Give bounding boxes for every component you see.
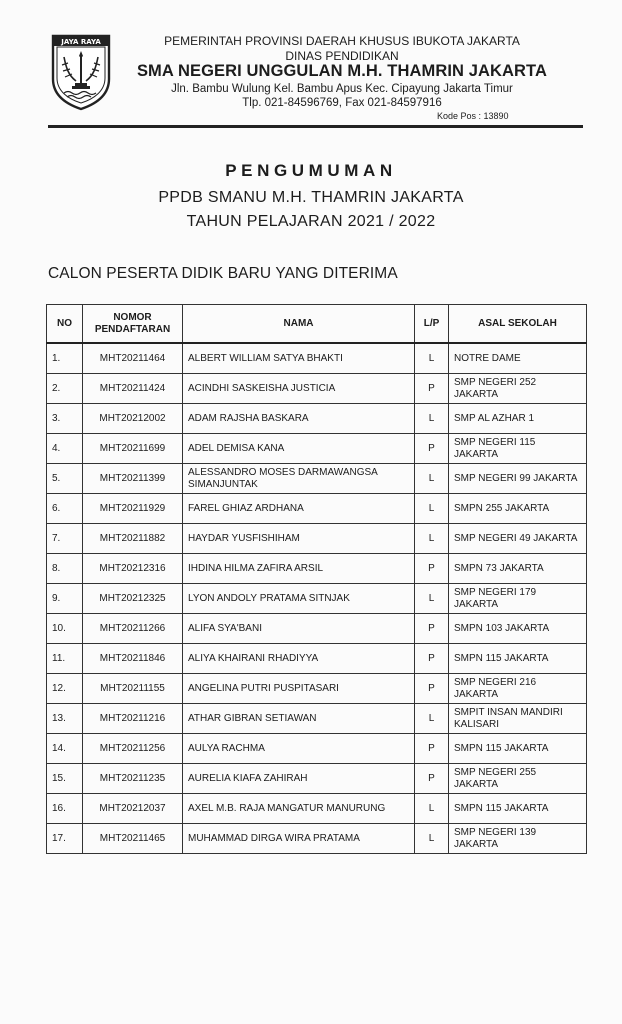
cell-asal: SMPN 73 JAKARTA: [449, 554, 587, 584]
svg-text:JAYA RAYA: JAYA RAYA: [61, 38, 101, 46]
cell-no: 12.: [47, 674, 83, 704]
table-row: [47, 764, 587, 794]
cell-no: 15.: [47, 764, 83, 794]
cell-nama: ADAM RAJSHA BASKARA: [183, 404, 415, 434]
cell-nomor: MHT20211424: [83, 374, 183, 404]
cell-asal: SMP NEGERI 252 JAKARTA: [449, 374, 587, 404]
table-row: [47, 794, 587, 824]
cell-nama: AXEL M.B. RAJA MANGATUR MANURUNG: [183, 794, 415, 824]
cell-nomor: MHT20211465: [83, 824, 183, 854]
cell-nama: ACINDHI SASKEISHA JUSTICIA: [183, 374, 415, 404]
table-row: [47, 584, 587, 614]
cell-asal: SMPN 115 JAKARTA: [449, 644, 587, 674]
header-nomor-pendaftaran: NOMOR PENDAFTARAN: [83, 305, 183, 344]
table-row: [47, 404, 587, 434]
table-row: [47, 554, 587, 584]
cell-asal: SMPN 115 JAKARTA: [449, 794, 587, 824]
table-header-row: [47, 305, 587, 344]
cell-nama: IHDINA HILMA ZAFIRA ARSIL: [183, 554, 415, 584]
cell-lp: P: [415, 614, 449, 644]
cell-lp: P: [415, 374, 449, 404]
cell-nama: FAREL GHIAZ ARDHANA: [183, 494, 415, 524]
header-lp: L/P: [415, 305, 449, 344]
cell-asal: SMP NEGERI 49 JAKARTA: [449, 524, 587, 554]
cell-no: 14.: [47, 734, 83, 764]
table-row: [47, 824, 587, 854]
cell-lp: P: [415, 434, 449, 464]
table-row: [47, 343, 587, 374]
cell-nomor: MHT20212325: [83, 584, 183, 614]
cell-asal: SMPN 115 JAKARTA: [449, 734, 587, 764]
letterhead-postal-code: Kode Pos : 13890: [437, 111, 509, 121]
academic-year: TAHUN PELAJARAN 2021 / 2022: [186, 213, 436, 230]
announcement-heading: PENGUMUMAN: [225, 161, 397, 180]
cell-nomor: MHT20212037: [83, 794, 183, 824]
table-row: [47, 374, 587, 404]
cell-nomor: MHT20211882: [83, 524, 183, 554]
cell-nama: ADEL DEMISA KANA: [183, 434, 415, 464]
cell-nama: HAYDAR YUSFISHIHAM: [183, 524, 415, 554]
cell-asal: SMPIT INSAN MANDIRI KALISARI: [449, 704, 587, 734]
cell-nama: ALBERT WILLIAM SATYA BHAKTI: [183, 343, 415, 374]
cell-nama: ATHAR GIBRAN SETIAWAN: [183, 704, 415, 734]
cell-asal: SMPN 255 JAKARTA: [449, 494, 587, 524]
cell-asal: SMP NEGERI 99 JAKARTA: [449, 464, 587, 494]
table-row: [47, 734, 587, 764]
cell-no: 1.: [47, 343, 83, 374]
cell-lp: P: [415, 644, 449, 674]
cell-lp: L: [415, 824, 449, 854]
cell-lp: L: [415, 404, 449, 434]
cell-nomor: MHT20211235: [83, 764, 183, 794]
table-row: [47, 494, 587, 524]
cell-nama: LYON ANDOLY PRATAMA SITNJAK: [183, 584, 415, 614]
cell-no: 11.: [47, 644, 83, 674]
cell-lp: P: [415, 734, 449, 764]
cell-nomor: MHT20211846: [83, 644, 183, 674]
table-row: [47, 464, 587, 494]
cell-asal: SMP NEGERI 216 JAKARTA: [449, 674, 587, 704]
cell-nomor: MHT20211256: [83, 734, 183, 764]
header-no: NO: [47, 305, 83, 344]
cell-lp: L: [415, 343, 449, 374]
cell-nomor: MHT20212002: [83, 404, 183, 434]
cell-asal: SMP NEGERI 115 JAKARTA: [449, 434, 587, 464]
cell-no: 9.: [47, 584, 83, 614]
section-title: CALON PESERTA DIDIK BARU YANG DITERIMA: [48, 265, 398, 282]
cell-nomor: MHT20211266: [83, 614, 183, 644]
cell-nama: ANGELINA PUTRI PUSPITASARI: [183, 674, 415, 704]
cell-asal: SMP NEGERI 255 JAKARTA: [449, 764, 587, 794]
cell-asal: SMP NEGERI 139 JAKARTA: [449, 824, 587, 854]
table-row: [47, 614, 587, 644]
cell-lp: L: [415, 794, 449, 824]
cell-no: 3.: [47, 404, 83, 434]
cell-lp: P: [415, 674, 449, 704]
cell-lp: L: [415, 464, 449, 494]
cell-no: 2.: [47, 374, 83, 404]
accepted-students-table: [46, 304, 587, 854]
cell-asal: SMPN 103 JAKARTA: [449, 614, 587, 644]
header-nama: NAMA: [183, 305, 415, 344]
cell-asal: NOTRE DAME: [449, 343, 587, 374]
letterhead-divider: [48, 125, 583, 128]
cell-nomor: MHT20212316: [83, 554, 183, 584]
table-row: [47, 644, 587, 674]
letterhead-address: Jln. Bambu Wulung Kel. Bambu Apus Kec. Cipayung Jakarta Timur: [171, 83, 513, 95]
cell-no: 17.: [47, 824, 83, 854]
letterhead-department: DINAS PENDIDIKAN: [285, 49, 399, 63]
cell-no: 8.: [47, 554, 83, 584]
cell-asal: SMP NEGERI 179 JAKARTA: [449, 584, 587, 614]
cell-nomor: MHT20211216: [83, 704, 183, 734]
header-asal-sekolah: ASAL SEKOLAH: [449, 305, 587, 344]
announcement-subheading: PPDB SMANU M.H. THAMRIN JAKARTA: [158, 189, 464, 206]
cell-nama: ALESSANDRO MOSES DARMAWANGSA SIMANJUNTAK: [183, 464, 415, 494]
cell-asal: SMP AL AZHAR 1: [449, 404, 587, 434]
cell-nomor: MHT20211929: [83, 494, 183, 524]
cell-nama: ALIFA SYA'BANI: [183, 614, 415, 644]
cell-no: 5.: [47, 464, 83, 494]
jakarta-emblem-logo: [50, 33, 112, 111]
cell-nomor: MHT20211464: [83, 343, 183, 374]
letterhead-school-name: SMA NEGERI UNGGULAN M.H. THAMRIN JAKARTA: [136, 62, 548, 80]
cell-nama: MUHAMMAD DIRGA WIRA PRATAMA: [183, 824, 415, 854]
table-row: [47, 704, 587, 734]
cell-nama: AURELIA KIAFA ZAHIRAH: [183, 764, 415, 794]
cell-lp: L: [415, 584, 449, 614]
cell-nomor: MHT20211155: [83, 674, 183, 704]
table-row: [47, 434, 587, 464]
cell-nomor: MHT20211399: [83, 464, 183, 494]
letterhead-government: PEMERINTAH PROVINSI DAERAH KHUSUS IBUKOTA JAKARTA: [164, 34, 520, 48]
cell-lp: L: [415, 524, 449, 554]
cell-nomor: MHT20211699: [83, 434, 183, 464]
cell-no: 7.: [47, 524, 83, 554]
cell-no: 6.: [47, 494, 83, 524]
cell-nama: ALIYA KHAIRANI RHADIYYA: [183, 644, 415, 674]
table-row: [47, 524, 587, 554]
cell-no: 16.: [47, 794, 83, 824]
table-row: [47, 674, 587, 704]
cell-lp: P: [415, 764, 449, 794]
cell-lp: P: [415, 554, 449, 584]
cell-no: 10.: [47, 614, 83, 644]
cell-nama: AULYA RACHMA: [183, 734, 415, 764]
letterhead-phone: Tlp. 021-84596769, Fax 021-84597916: [242, 97, 442, 109]
cell-lp: L: [415, 704, 449, 734]
cell-lp: L: [415, 494, 449, 524]
cell-no: 13.: [47, 704, 83, 734]
cell-no: 4.: [47, 434, 83, 464]
